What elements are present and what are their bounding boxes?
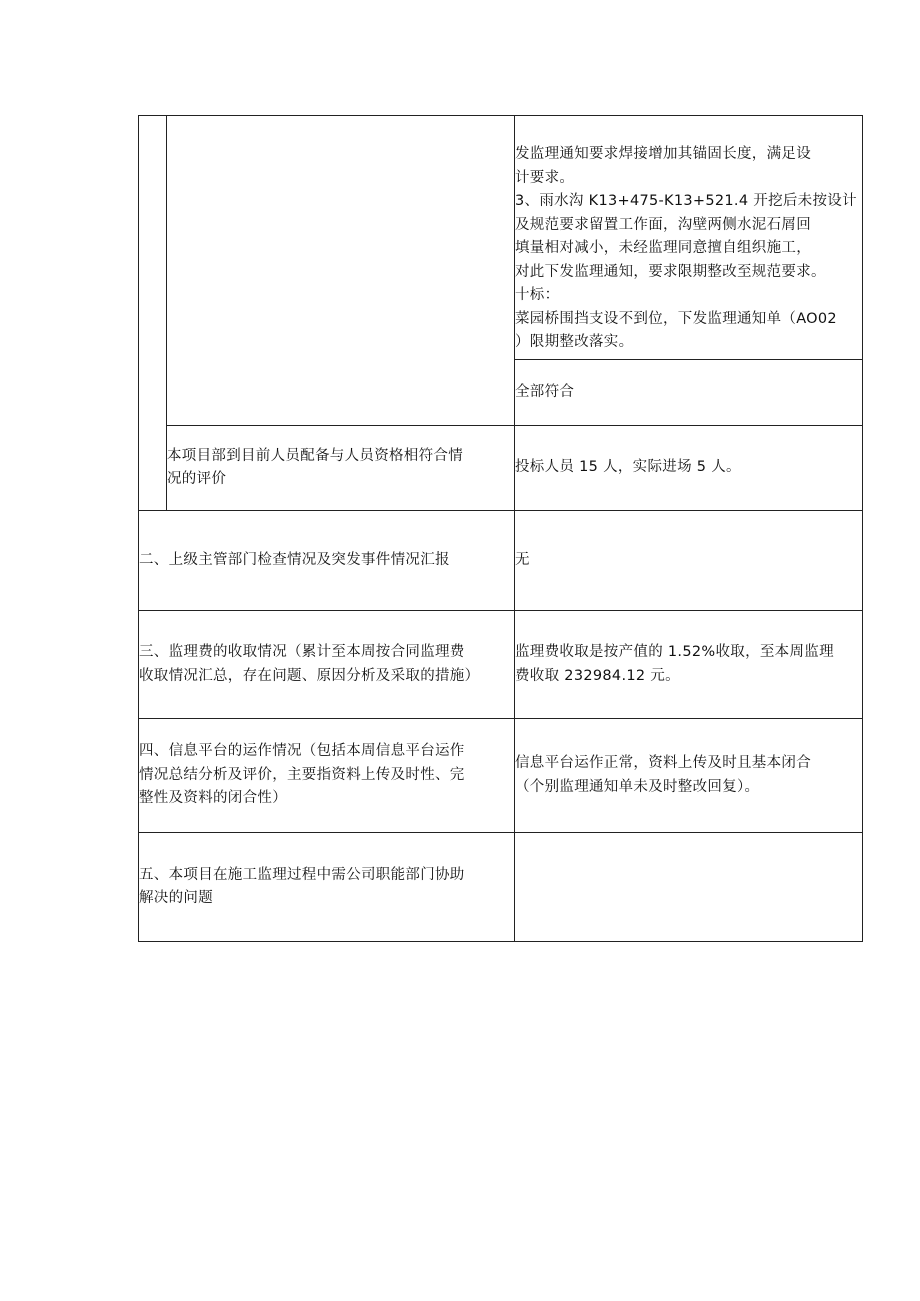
- row6-right-cell: [515, 719, 862, 832]
- row1-line-1: 发监理通知要求焊接增加其锚固长度，满足设: [515, 146, 811, 162]
- row3-left-cell: [167, 426, 514, 510]
- row4-right-cell: [515, 511, 862, 610]
- row1-line-5: 填量相对减小，未经监理同意擅自组织施工，: [515, 240, 811, 256]
- inspection-report-label: 二、上级主管部门检查情况及突发事件情况汇报: [139, 551, 450, 568]
- row2-right-cell: [515, 360, 862, 425]
- inspection-report-value: 无: [515, 551, 530, 568]
- border-top: [138, 115, 863, 116]
- row1-line-9: ）限期整改落实。: [515, 334, 634, 350]
- row1-line-2: 计要求。: [515, 169, 575, 186]
- fee-label-line-2: 收取情况汇总，存在问题、原因分析及采取的措施）: [139, 667, 480, 684]
- row1-line-4: 及规范要求留置工作面，沟壁两侧水泥石屑回: [515, 216, 811, 233]
- border-right: [862, 115, 863, 942]
- row3-right-cell: [515, 426, 862, 510]
- row4-left-cell: [139, 511, 514, 610]
- row6-left-cell: [139, 719, 515, 832]
- fee-value-line-2: 费收取 232984.12 元。: [515, 667, 680, 684]
- row5-left-cell: [139, 611, 515, 718]
- platform-value-line-1: 信息平台运作正常，资料上传及时且基本闭合: [515, 755, 811, 771]
- row5-right-cell: [515, 611, 862, 718]
- staffing-value: 投标人员 15 人，实际进场 5 人。: [515, 459, 741, 476]
- assistance-label-line-1: 五、本项目在施工监理过程中需公司职能部门协助: [139, 866, 465, 883]
- platform-label-line-1: 四、信息平台的运作情况（包括本周信息平台运作: [139, 743, 465, 760]
- fee-label-line-1: 三、监理费的收取情况（累计至本周按合同监理费: [139, 644, 465, 660]
- row1-line-8: 菜园桥围挡支设不到位，下发监理通知单（AO02: [515, 310, 837, 327]
- row1-line-6: 对此下发监理通知，要求限期整改至规范要求。: [515, 263, 826, 280]
- row7-left-cell: [139, 833, 514, 941]
- fee-value-line-1: 监理费收取是按产值的 1.52%收取，至本周监理: [515, 644, 834, 660]
- staffing-label-line-1: 本项目部到目前人员配备与人员资格相符合情: [167, 447, 463, 464]
- assistance-label-line-2: 解决的问题: [139, 890, 213, 906]
- staffing-label-line-2: 况的评价: [167, 471, 227, 487]
- row1-line-7: 十标：: [515, 287, 560, 303]
- row7-right-cell: [515, 833, 862, 941]
- row1-line-3: 3、雨水沟 K13+475-K13+521.4 开挖后未按设计: [515, 193, 857, 209]
- compliance-result: 全部符合: [515, 383, 575, 400]
- platform-label-line-2: 情况总结分析及评价，主要指资料上传及时性、完: [139, 766, 465, 783]
- row1-right-cell: [515, 143, 862, 359]
- platform-value-line-2: （个别监理通知单未及时整改回复）。: [515, 778, 760, 795]
- border-bottom: [138, 941, 863, 942]
- platform-label-line-3: 整性及资料的闭合性）: [139, 790, 287, 807]
